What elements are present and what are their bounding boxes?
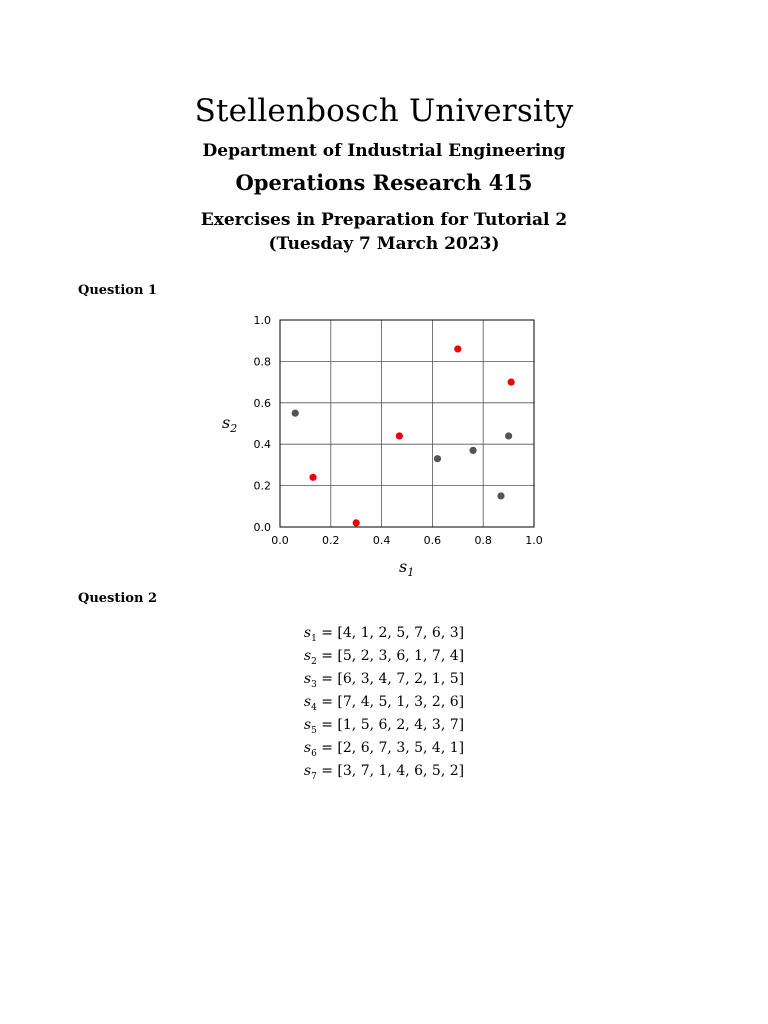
- question-2-label: Question 2: [78, 591, 158, 606]
- equation-vector: = [7, 4, 5, 1, 3, 2, 6]: [321, 694, 465, 710]
- data-point: [497, 492, 504, 499]
- y-axis-label: [222, 413, 237, 435]
- y-tick-label: 0.6: [253, 396, 271, 410]
- x-axis-label: [399, 557, 414, 579]
- data-point: [469, 447, 476, 454]
- x-axis-subscript: 1: [407, 566, 415, 579]
- data-point: [309, 474, 316, 481]
- exercises-heading: Exercises in Preparation for Tutorial 2: [200, 210, 568, 230]
- course-title: Operations Research 415: [235, 170, 533, 195]
- equation-index: 4: [311, 702, 317, 713]
- x-tick-label: 0.2: [322, 534, 340, 547]
- y-axis-symbol: s: [222, 413, 231, 432]
- data-point: [353, 519, 360, 526]
- data-point: [396, 432, 403, 439]
- scatter-chart: [210, 305, 570, 585]
- department-name: Department of Industrial Engineering: [202, 141, 566, 161]
- equation-symbol: s: [303, 625, 312, 641]
- y-tick-label: 0.4: [253, 438, 271, 452]
- equation-row: [0, 737, 768, 760]
- x-tick-label: 1.0: [525, 534, 543, 547]
- equation-vector: = [4, 1, 2, 5, 7, 6, 3]: [321, 625, 465, 641]
- tutorial-date: (Tuesday 7 March 2023): [268, 234, 500, 254]
- equation-symbol: s: [303, 694, 312, 710]
- equation-row: [0, 622, 768, 645]
- equation-symbol: s: [303, 671, 312, 687]
- equation-row: [0, 691, 768, 714]
- y-tick-label: 0.8: [253, 355, 271, 369]
- equation-row: [0, 760, 768, 783]
- y-tick-label: 0.2: [253, 479, 271, 493]
- x-tick-label: 0.6: [423, 534, 442, 547]
- equation-vector: = [1, 5, 6, 2, 4, 3, 7]: [321, 717, 465, 733]
- equation-vector: = [5, 2, 3, 6, 1, 7, 4]: [321, 648, 465, 664]
- plot-frame: [280, 320, 534, 527]
- chart-grid: [280, 320, 534, 527]
- question-1-label: Question 1: [78, 283, 158, 298]
- equation-list: [0, 622, 768, 783]
- x-tick-label: 0.0: [271, 534, 289, 547]
- y-tick-label: 1.0: [253, 314, 271, 327]
- chart-points: [292, 345, 515, 526]
- equation-vector: = [3, 7, 1, 4, 6, 5, 2]: [321, 763, 465, 779]
- equation-vector: = [6, 3, 4, 7, 2, 1, 5]: [321, 671, 465, 687]
- x-tick-label: 0.4: [372, 534, 391, 547]
- y-tick-label: 0.0: [253, 521, 271, 534]
- university-title: Stellenbosch University: [194, 93, 574, 129]
- equation-symbol: s: [303, 740, 312, 756]
- equation-index: 5: [311, 725, 317, 736]
- y-axis-subscript: 2: [230, 422, 238, 435]
- equation-index: 3: [311, 679, 317, 690]
- equation-row: [0, 645, 768, 668]
- data-point: [454, 345, 461, 352]
- equation-row: [0, 668, 768, 691]
- equation-row: [0, 714, 768, 737]
- equation-symbol: s: [303, 717, 312, 733]
- data-point: [508, 379, 515, 386]
- x-axis-symbol: s: [399, 557, 408, 576]
- equation-index: 1: [311, 633, 317, 644]
- data-point: [434, 455, 441, 462]
- equation-index: 7: [311, 771, 317, 782]
- x-tick-label: 0.8: [474, 534, 492, 547]
- equation-symbol: s: [303, 648, 312, 664]
- equation-index: 6: [311, 748, 317, 759]
- equation-index: 2: [311, 656, 317, 667]
- data-point: [292, 410, 299, 417]
- data-point: [505, 432, 512, 439]
- equation-symbol: s: [303, 763, 312, 779]
- equation-vector: = [2, 6, 7, 3, 5, 4, 1]: [321, 740, 465, 756]
- chart-ticks: [254, 314, 543, 547]
